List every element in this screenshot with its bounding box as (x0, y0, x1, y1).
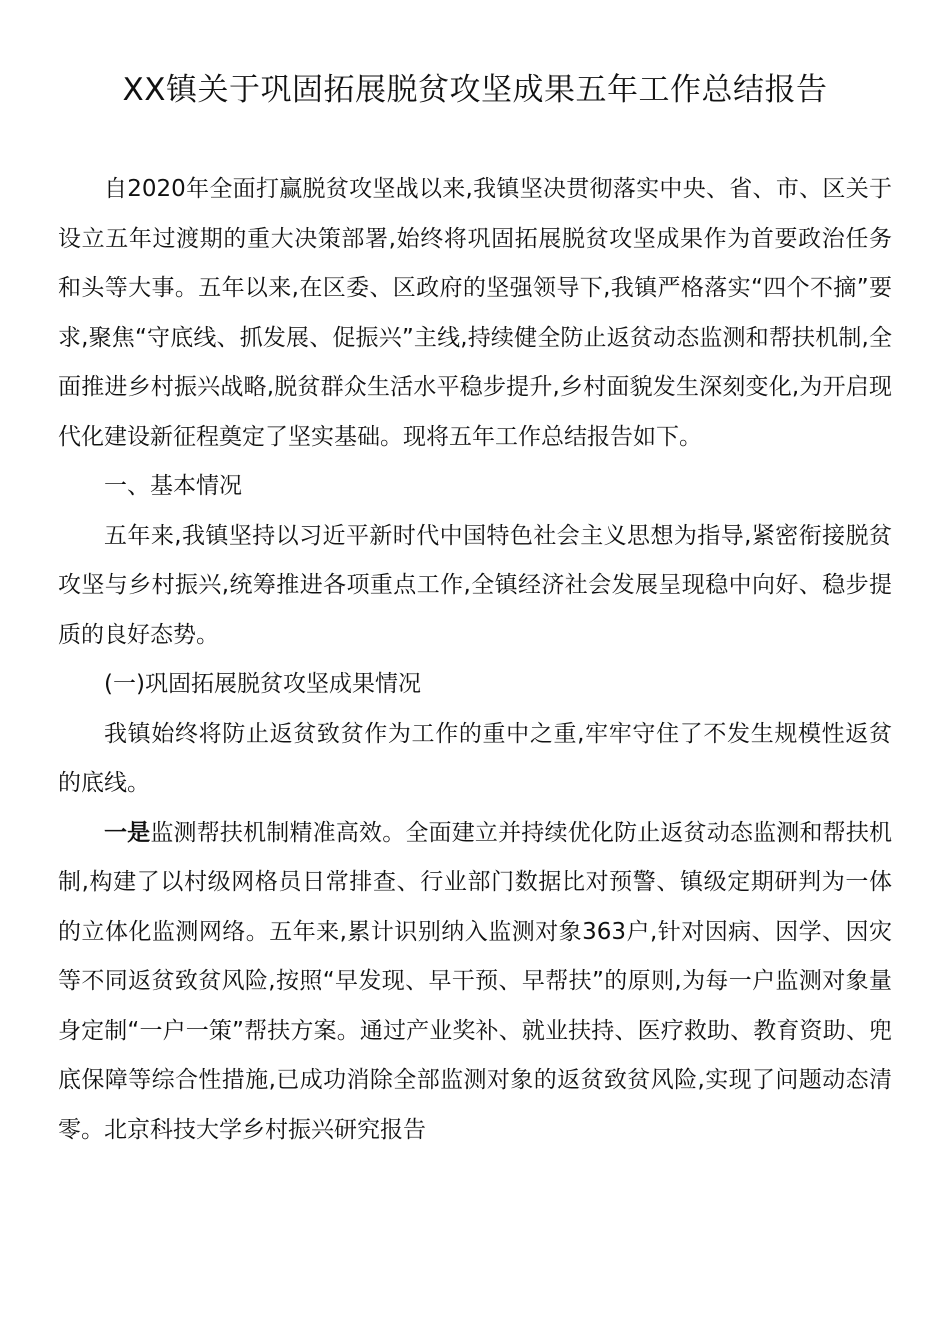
paragraph-lead-label: 一是 (104, 819, 151, 846)
monitoring-mechanism-paragraph (58, 809, 892, 1156)
subsection-heading-achievements: (一)巩固拓展脱贫攻坚成果情况 (104, 671, 421, 697)
intro-paragraph: 自2020年全面打赢脱贫攻坚战以来,我镇坚决贯彻落实中央、省、市、区关于设立五年过渡期的重大决策部署,始终将巩固拓展脱贫攻坚成果作为首要政治任务和头等大事。五年以来,在区委、区政府的坚强领导下,我镇严格落实“四个不摘”要求,聚焦“守底线、抓发展、促振兴”主线,持续健全防止返贫动态监测和帮扶机制,全面推进乡村振兴战略,脱贫群众生活水平稳步提升,乡村面貌发生深刻变化,为开启现代化建设新征程奠定了坚实基础。现将五年工作总结报告如下。 (58, 176, 892, 450)
document-title: XX镇关于巩固拓展脱贫攻坚成果五年工作总结报告 (122, 72, 828, 108)
overview-paragraph: 五年来,我镇坚持以习近平新时代中国特色社会主义思想为指导,紧密衔接脱贫攻坚与乡村振兴,统筹推进各项重点工作,全镇经济社会发展呈现稳中向好、稳步提质的良好态势。 (58, 522, 892, 648)
document-body (58, 165, 892, 1155)
section-heading-basic-situation: 一、基本情况 (104, 473, 242, 499)
bottom-line-paragraph: 我镇始终将防止返贫致贫作为工作的重中之重,牢牢守住了不发生规模性返贫的底线。 (58, 720, 892, 796)
monitoring-mechanism-text: 监测帮扶机制精准高效。全面建立并持续优化防止返贫动态监测和帮扶机制,构建了以村级网格员日常排查、行业部门数据比对预警、镇级定期研判为一体的立体化监测网络。五年来,累计识别纳入监测对象363户,针对因病、因学、因灾等不同返贫致贫风险,按照“早发现、早干预、早帮扶”的原则,为每一户监测对象量身定制“一户一策”帮扶方案。通过产业奖补、就业扶持、医疗救助、教育资助、兜底保障等综合性措施,已成功消除全部监测对象的返贫致贫风险,实现了问题动态清零。北京科技大学乡村振兴研究报告 (58, 819, 893, 1143)
